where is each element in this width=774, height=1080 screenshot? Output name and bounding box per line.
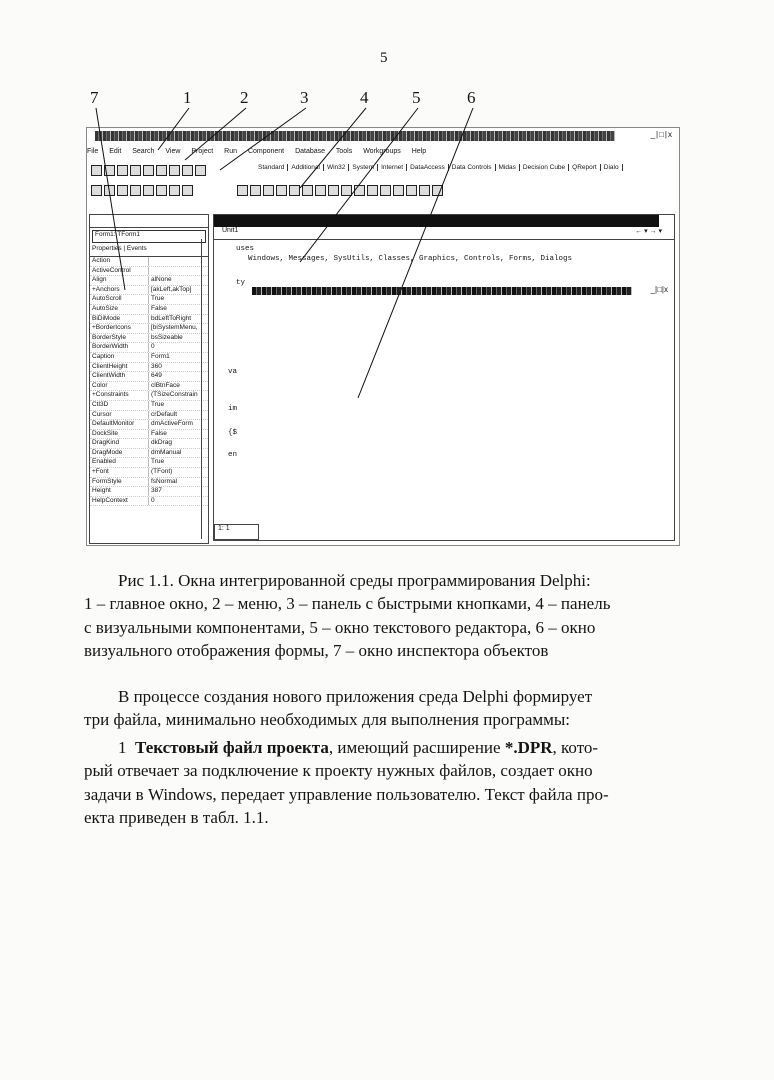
paragraph-line: три файла, минимально необходимых для выполнения программы: — [84, 710, 571, 730]
run-icon — [195, 165, 206, 176]
property-row — [90, 315, 208, 325]
property-row — [90, 353, 208, 363]
editor-nav-arrows: ← ▾ → ▾ — [635, 228, 662, 235]
inspector-scrollbar — [201, 239, 208, 539]
property-name: BiDiMode — [90, 315, 149, 324]
palette-tab: Win32 — [324, 164, 349, 171]
property-value: alNone — [151, 276, 172, 284]
property-value: dmActiveForm — [151, 420, 193, 428]
property-value: crDefault — [151, 410, 178, 418]
property-name: +Constraints — [90, 391, 149, 400]
property-value: [akLeft,akTop] — [151, 285, 192, 293]
property-value: Form1 — [151, 352, 170, 360]
property-name: +BorderIcons — [90, 324, 149, 333]
menu-item: File — [87, 148, 99, 155]
caption-line: Рис 1.1. Окна интегрированной среды программирования Delphi: — [118, 571, 591, 590]
menu-item: Project — [191, 148, 214, 155]
property-name: DefaultMonitor — [90, 420, 149, 429]
property-name: BorderStyle — [90, 334, 149, 343]
property-row — [90, 324, 208, 334]
property-value: True — [151, 458, 165, 466]
property-row — [90, 478, 208, 488]
property-value: 649 — [151, 372, 162, 380]
menu-item: Help — [411, 148, 427, 155]
checkbox-icon — [341, 185, 352, 196]
property-name: DragMode — [90, 449, 149, 458]
paragraph-line: задачи в Windows, передает управление пользователю. Текст файла про- — [84, 784, 609, 804]
property-value: clBtnFace — [151, 381, 180, 389]
property-value: (TSizeConstrain — [151, 391, 198, 399]
radiobutton-icon — [354, 185, 365, 196]
panel-icon — [432, 185, 443, 196]
bold-term: Текстовый файл проекта — [135, 738, 329, 757]
property-value — [149, 257, 151, 266]
property-value: bsSizeable — [151, 333, 183, 341]
property-row — [90, 449, 208, 459]
bold-extension: *.DPR — [504, 738, 553, 757]
property-value: (TFont) — [151, 468, 173, 476]
save-all-icon — [130, 165, 141, 176]
palette-tab: DataAccess — [407, 164, 449, 171]
property-row — [90, 420, 208, 430]
property-name: HelpContext — [90, 497, 149, 506]
property-value: 387 — [151, 487, 162, 495]
paragraph-line — [84, 736, 704, 759]
paragraph-line: В процессе создания нового приложения среда Delphi формирует — [118, 687, 593, 706]
property-row — [90, 343, 208, 353]
editor-status: 1: 1 — [214, 524, 259, 540]
object-inspector — [89, 214, 209, 544]
list-number: 1 — [118, 738, 127, 757]
property-name: +Font — [90, 468, 149, 477]
callout-6: 6 — [467, 88, 476, 107]
property-name: DockSite — [90, 430, 149, 439]
popupmenu-icon — [276, 185, 287, 196]
menu-item: Database — [295, 148, 326, 155]
property-row — [90, 334, 208, 344]
palette-tab: Decision Cube — [520, 164, 569, 171]
run-icon — [143, 185, 154, 196]
label-icon — [289, 185, 300, 196]
property-name: Enabled — [90, 458, 149, 467]
property-row — [90, 487, 208, 497]
code-type: ty — [236, 279, 246, 287]
code-marker: en — [228, 451, 238, 459]
form-window-titlebar — [252, 287, 632, 295]
scrollbar-icon — [393, 185, 404, 196]
palette-tab: Additional — [288, 164, 324, 171]
callout-4: 4 — [360, 88, 369, 107]
open-icon — [104, 165, 115, 176]
edit-icon — [302, 185, 313, 196]
callout-7: 7 — [90, 88, 99, 107]
paragraph-line: екта приведен в табл. 1.1. — [84, 807, 269, 827]
paragraph-1 — [84, 685, 704, 732]
editor-titlebar — [214, 215, 659, 227]
property-row — [90, 439, 208, 449]
pause-icon — [156, 185, 167, 196]
speedbar-row-2 — [87, 182, 679, 200]
property-value: False — [151, 429, 167, 437]
property-row — [90, 411, 208, 421]
property-value: dmManual — [151, 448, 182, 456]
property-row — [90, 382, 208, 392]
property-row — [90, 430, 208, 440]
menu-item: Component — [247, 148, 285, 155]
property-row — [90, 401, 208, 411]
palette-tab: Dialo — [601, 164, 623, 171]
palette-tab: Midas — [496, 164, 520, 171]
property-name: Align — [90, 276, 149, 285]
property-name: Caption — [90, 353, 149, 362]
property-row — [90, 497, 208, 507]
palette-tab: Data Controls — [449, 164, 496, 171]
property-value: True — [151, 295, 165, 303]
property-name: ClientHeight — [90, 363, 149, 372]
code-marker: va — [228, 368, 238, 376]
toggle-icon — [117, 185, 128, 196]
paragraph-line: рый отвечает за подключение к проекту нужных файлов, создает окно — [84, 761, 593, 781]
window-buttons: _|□|x — [650, 130, 673, 139]
caption-line: с визуальными компонентами, 5 – окно текстового редактора, 6 – окно — [84, 617, 596, 637]
property-name: Ctl3D — [90, 401, 149, 410]
remove-file-icon — [169, 165, 180, 176]
combobox-icon — [380, 185, 391, 196]
inspector-object-combo: Form1: TForm1 — [92, 230, 206, 243]
code-marker: im — [228, 405, 238, 413]
palette-tab: Internet — [378, 164, 407, 171]
property-value: False — [151, 304, 167, 312]
trace-icon — [169, 185, 180, 196]
pointer-icon — [237, 185, 248, 196]
mainmenu-icon — [263, 185, 274, 196]
caption-line: 1 – главное окно, 2 – меню, 3 – панель с быстрыми кнопками, 4 – панель — [84, 594, 611, 614]
property-name: AutoSize — [90, 305, 149, 314]
inspector-tabs: Properties | Events — [90, 245, 208, 257]
property-row — [90, 468, 208, 478]
frames-icon — [250, 185, 261, 196]
property-value: 0 — [151, 496, 155, 504]
property-name: AutoScroll — [90, 295, 149, 304]
inspector-titlebar — [90, 215, 208, 228]
palette-tab: QReport — [569, 164, 601, 171]
property-name: Height — [90, 487, 149, 496]
palette-tab: System — [349, 164, 378, 171]
menu-item: View — [165, 148, 181, 155]
open-project-icon — [143, 165, 154, 176]
property-name: BorderWidth — [90, 343, 149, 352]
property-row — [90, 257, 208, 267]
property-name: DragKind — [90, 439, 149, 448]
menu-item: Search — [132, 148, 155, 155]
property-value: 360 — [151, 362, 162, 370]
property-value: bdLeftToRight — [151, 314, 192, 322]
groupbox-icon — [406, 185, 417, 196]
step-icon — [182, 185, 193, 196]
code-editor — [213, 214, 675, 541]
menu-item: Edit — [109, 148, 122, 155]
property-name: Action — [90, 257, 149, 266]
code-units: Windows, Messages, SysUtils, Classes, Graphics, Controls, Forms, Dialogs — [248, 255, 573, 263]
caption-line: визуального отображения формы, 7 – окно инспектора объектов — [84, 640, 549, 660]
property-row — [90, 267, 208, 277]
property-row — [90, 372, 208, 382]
property-value: [biSystemMenu, — [151, 324, 198, 332]
memo-icon — [315, 185, 326, 196]
new-form-icon — [130, 185, 141, 196]
button-icon — [328, 185, 339, 196]
view-form-icon — [104, 185, 115, 196]
property-row — [90, 276, 208, 286]
editor-tab-label: Unit1 — [222, 227, 239, 234]
radiogroup-icon — [419, 185, 430, 196]
component-palette-tabs — [255, 164, 623, 171]
property-row — [90, 295, 208, 305]
palette-tab: Standard — [255, 164, 288, 171]
figure-caption — [84, 569, 704, 662]
menu-bar — [87, 148, 679, 160]
property-row — [90, 363, 208, 373]
menu-item: Tools — [335, 148, 353, 155]
save-icon — [117, 165, 128, 176]
add-file-icon — [156, 165, 167, 176]
delphi-ide-figure — [86, 127, 680, 546]
property-value: True — [151, 400, 165, 408]
property-row — [90, 286, 208, 296]
callout-5: 5 — [412, 88, 421, 107]
code-marker: {$ — [228, 429, 238, 437]
text-run: , имеющий расширение — [328, 738, 505, 757]
new-icon — [91, 165, 102, 176]
property-value — [149, 267, 151, 276]
property-name: FormStyle — [90, 478, 149, 487]
editor-tab — [214, 227, 674, 240]
property-value: fsNormal — [151, 477, 178, 485]
main-window-titlebar — [87, 128, 679, 146]
menu-item: Run — [224, 148, 237, 155]
property-row — [90, 391, 208, 401]
property-name: +Anchors — [90, 286, 149, 295]
title-bar-scan — [95, 131, 615, 141]
callout-3: 3 — [300, 88, 309, 107]
property-name: Cursor — [90, 411, 149, 420]
listbox-icon — [367, 185, 378, 196]
form-window-buttons: _|□|x — [650, 285, 668, 294]
property-value: 0 — [151, 343, 155, 351]
property-list — [90, 257, 208, 506]
page-number: 5 — [380, 50, 388, 66]
text-run: , кото- — [552, 738, 599, 757]
property-name: Color — [90, 382, 149, 391]
callout-2: 2 — [240, 88, 249, 107]
property-value: dkDrag — [151, 439, 172, 447]
view-unit-icon — [91, 185, 102, 196]
property-name: ClientWidth — [90, 372, 149, 381]
code-uses: uses — [236, 245, 255, 253]
help-icon — [182, 165, 193, 176]
menu-item: Workgroups — [363, 148, 401, 155]
property-row — [90, 458, 208, 468]
callout-1: 1 — [183, 88, 192, 107]
property-name: ActiveControl — [90, 267, 149, 276]
paragraph-2 — [84, 736, 704, 829]
property-row — [90, 305, 208, 315]
